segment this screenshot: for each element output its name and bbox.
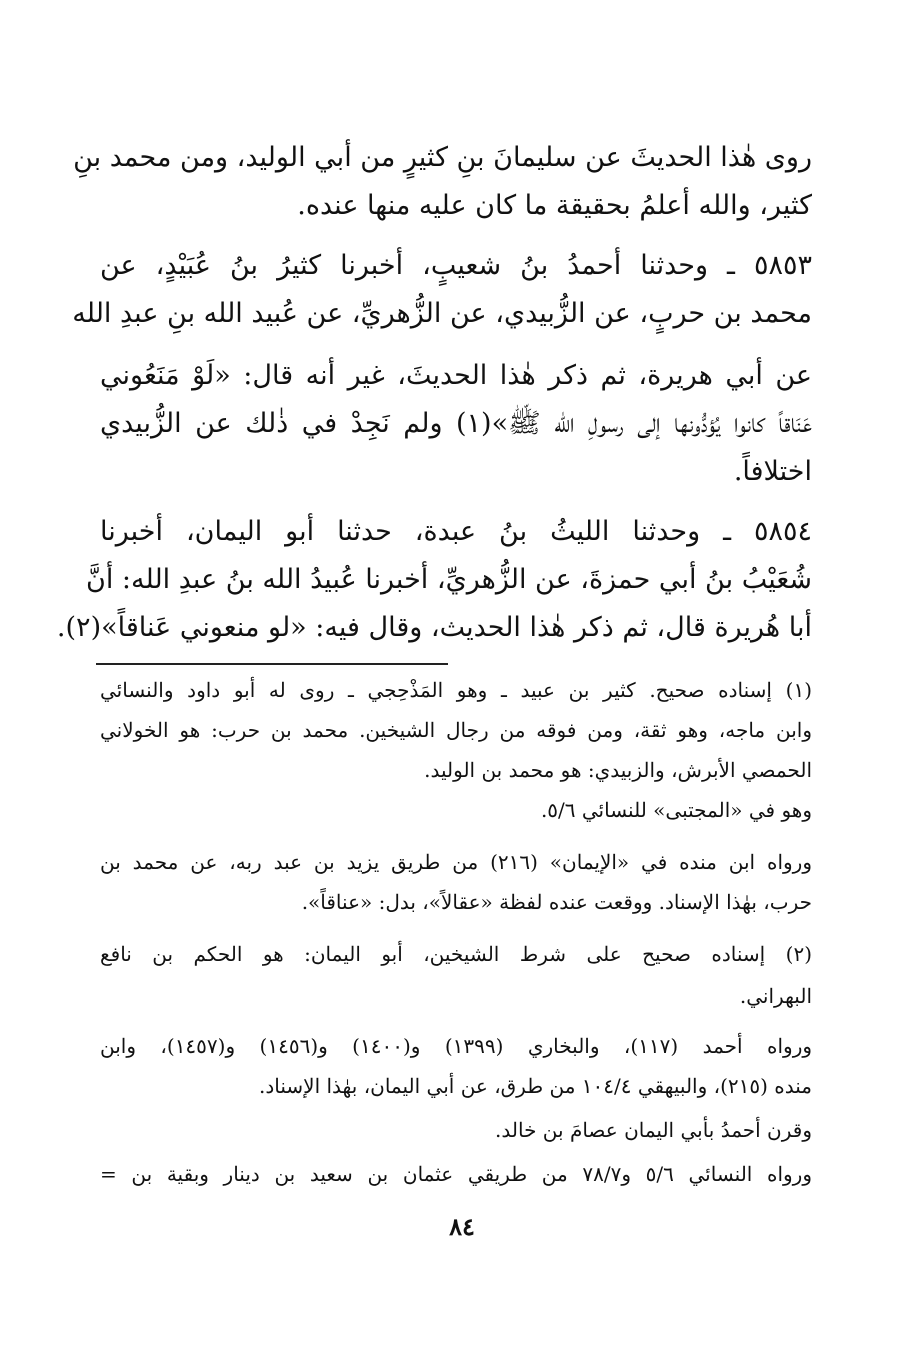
main-line: كثير، والله أعلمُ بحقيقة ما كان عليه منها عنده. <box>297 190 812 221</box>
main-line: اختلافاً. <box>733 456 812 487</box>
footnote-line: (١) إسناده صحيح. كثير بن عبيد ـ وهو المَذْحِجي ـ روى له أبو داود والنسائي <box>100 678 812 702</box>
main-line: عن أبي هريرة، ثم ذكر هٰذا الحديثَ، غير أنه قال: «لَوْ مَنَعُوني <box>100 360 812 391</box>
main-line: شُعَيْبُ بنُ أبي حمزةَ، عن الزُّهريِّ، أخبرنا عُبيدُ الله بنُ عبدِ الله: أنَّ <box>86 564 812 595</box>
main-line: محمد بن حربٍ، عن الزُّبيدي، عن الزُّهريِّ، عن عُبيد الله بنِ عبدِ الله <box>72 298 812 329</box>
scan-mark <box>749 0 750 18</box>
footnote-line: ورواه أحمد (١١٧)، والبخاري (١٣٩٩) و(١٤٠٠) و(١٤٥٦) و(١٤٥٧)، وابن <box>100 1034 813 1058</box>
footnote-line: وابن ماجه، وهو ثقة، ومن فوقه من رجال الشيخين. محمد بن حرب: هو الخولاني <box>100 718 812 742</box>
footnote-line: ورواه ابن منده في «الإيمان» (٢١٦) من طريق يزيد بن عبد ربه، عن محمد بن <box>100 850 812 874</box>
footnote-line: (٢) إسناده صحيح على شرط الشيخين، أبو اليمان: هو الحكم بن نافع <box>100 942 812 966</box>
main-line: عَنَاقاً كانوا يُؤدُّونها إلى رسولِ الله ﷺ»(١) ولم نَجِدْ في ذٰلك عن الزُّبيدي <box>100 408 812 439</box>
footnote-divider <box>96 663 448 665</box>
page-number: ٨٤ <box>449 1212 475 1241</box>
footnote-line: الحمصي الأبرش، والزبيدي: هو محمد بن الوليد. <box>424 758 812 782</box>
footnote-line: ورواه النسائي ٥/٦ و٧٨/٧ من طريقي عثمان بن سعيد بن دينار وبقية بن = <box>100 1162 812 1186</box>
footnote-line: حرب، بهٰذا الإسناد. ووقعت عنده لفظة «عقالاً»، بدل: «عناقاً». <box>301 890 812 914</box>
main-line: روى هٰذا الحديثَ عن سليمانَ بنِ كثيرٍ من أبي الوليد، ومن محمد بنِ <box>73 142 812 173</box>
footnote-line: منده (٢١٥)، والبيهقي ١٠٤/٤ من طرق، عن أبي اليمان، بهٰذا الإسناد. <box>259 1074 812 1098</box>
footnote-line: البهراني. <box>739 984 812 1008</box>
footnote-line: وهو في «المجتبى» للنسائي ٥/٦. <box>540 798 812 822</box>
footnote-line: وقرن أحمدُ بأبي اليمان عصامَ بن خالد. <box>495 1118 812 1142</box>
main-line: أبا هُريرة قال، ثم ذكر هٰذا الحديث، وقال فيه: «لو منعوني عَناقاً»(٢). <box>56 612 812 643</box>
main-line: ٥٨٥٤ ـ وحدثنا الليثُ بنُ عبدة، حدثنا أبو اليمان، أخبرنا <box>100 516 812 547</box>
main-line: ٥٨٥٣ ـ وحدثنا أحمدُ بنُ شعيبٍ، أخبرنا كثيرُ بنُ عُبَيْدٍ، عن <box>100 250 812 281</box>
